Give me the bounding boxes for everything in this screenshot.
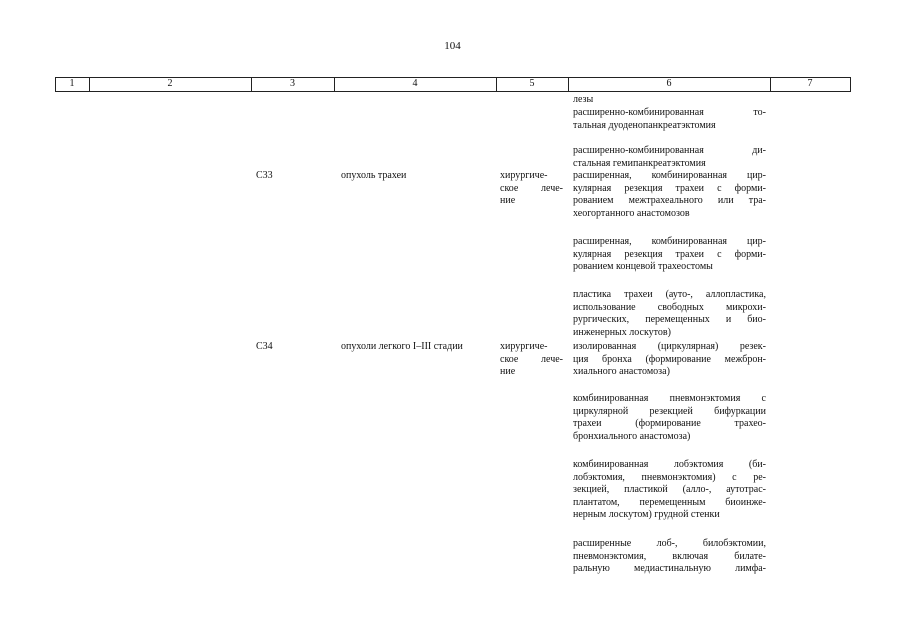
method-text: лезы	[573, 94, 594, 105]
header-col-5: 5	[529, 78, 535, 89]
method-text: расширенно-комбинированная то- тальная дуоденопанкреатэктомия	[573, 107, 766, 131]
header-col-2: 2	[167, 78, 173, 89]
treatment-type: хирургиче- ское лече- ние	[500, 341, 563, 377]
method-text: изолированная (циркулярная) резек- ция бронха (формирование межброн- хиального анастомоза)	[573, 341, 766, 377]
page-number: 104	[444, 40, 461, 52]
method-text: расширенная, комбинированная цир- кулярная резекция трахеи с форми- рованием концевой трахеостомы	[573, 236, 766, 272]
method-text: расширенная, комбинированная цир- кулярная резекция трахеи с форми- рованием межтрахеального или тра- хеогортанного анастомозов	[573, 170, 766, 219]
diagnosis-name: опухоль трахеи	[341, 170, 407, 181]
header-col-3: 3	[290, 78, 295, 89]
table-column-divider	[850, 77, 851, 91]
method-text: расширенные лоб-, билобэктомии, пневмонэктомия, включая билате- ральную медиастинальную лимфа-	[573, 538, 766, 574]
diagnosis-code: C33	[256, 170, 273, 181]
method-text: пластика трахеи (ауто-, аллопластика, использование свободных микрохи- рургических, перемещенных и био- инженерных лоскутов)	[573, 289, 766, 338]
method-text: комбинированная пневмонэктомия с циркулярной резекцией бифуркации трахеи (формирование трахео- бронхиального анастомоза)	[573, 393, 766, 442]
method-text: комбинированная лобэктомия (би- лобэктомия, пневмонэктомия) с ре- зекцией, пластикой (алло-, аутотрас- плантатом, перемещенным биоинже- нерным лоскутом) грудной стенки	[573, 459, 766, 520]
header-col-6: 6	[666, 78, 672, 89]
diagnosis-name: опухоли легкого I–III стадии	[341, 341, 463, 352]
diagnosis-code: C34	[256, 341, 273, 352]
header-col-1: 1	[69, 78, 75, 89]
header-bottom-border	[55, 91, 851, 92]
treatment-type: хирургиче- ское лече- ние	[500, 170, 563, 206]
header-col-4: 4	[412, 78, 418, 89]
header-col-7: 7	[807, 78, 813, 89]
method-text: расширенно-комбинированная ди- стальная гемипанкреатэктомия	[573, 145, 766, 169]
